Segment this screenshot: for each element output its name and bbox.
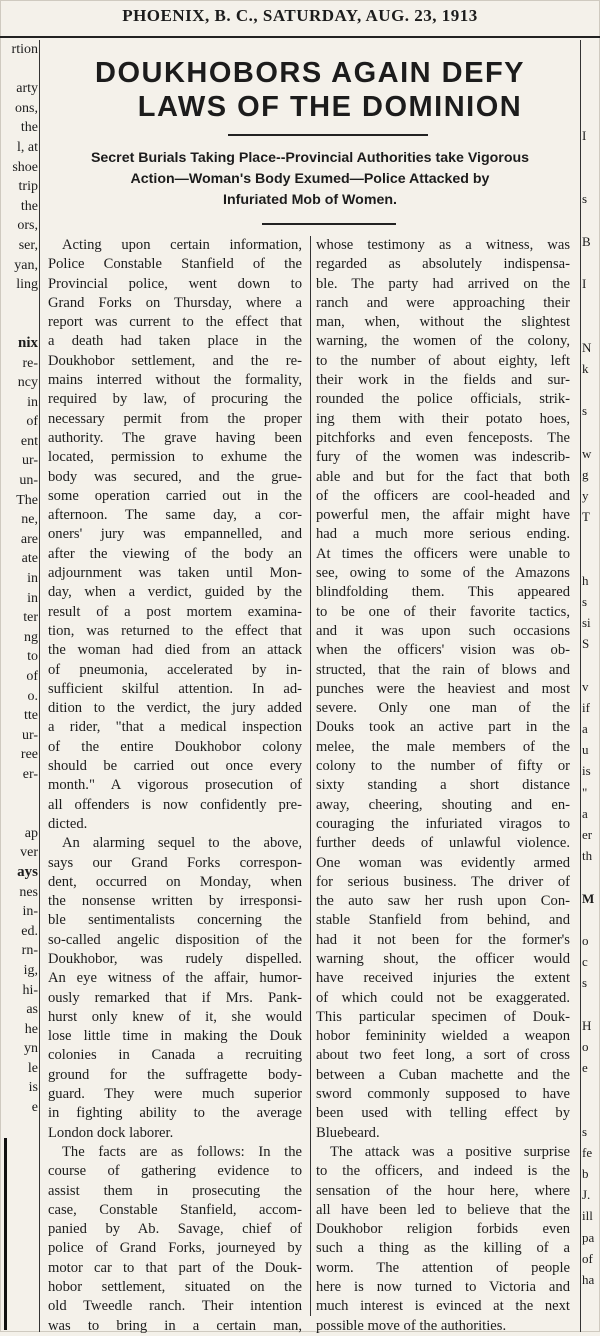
adjacent-column-fragment: e	[582, 1060, 588, 1075]
adjacent-column-fragment	[582, 210, 600, 231]
article-line: body was secured, and the grue-	[48, 468, 302, 485]
subheadline-rule	[262, 223, 396, 225]
adjacent-column-fragment: ur-	[21, 727, 38, 743]
article-line: sufficient skilful attention. In ad-	[48, 680, 302, 697]
adjacent-column-fragment: er-	[22, 766, 38, 782]
article-line: Grand Forks on Thursday, where a	[48, 294, 302, 311]
article-line: here is now turned to Victoria and	[316, 1279, 570, 1296]
article-column-rule	[310, 236, 311, 1316]
article-line: severe. Only one man of the	[316, 700, 570, 717]
subheadline-line-1: Secret Burials Taking Place--Provincial Authorities take Vigorous	[90, 150, 530, 166]
adjacent-column-fragment	[582, 379, 600, 400]
adjacent-column-fragment: M	[582, 890, 595, 906]
adjacent-column-fragment: k	[582, 360, 589, 376]
article-line: hobor femininity wielded a weapon	[316, 1028, 570, 1045]
article-line: dition to the verdict, the jury added	[48, 700, 302, 717]
adjacent-column-fragment: arty	[16, 81, 38, 97]
adjacent-column-fragment: ig,	[23, 962, 38, 978]
article-line: of the entire Doukhobor colony	[48, 738, 302, 755]
article-line: course of gathering evidence to	[48, 1163, 302, 1180]
adjacent-column-fragment: s	[582, 1123, 588, 1139]
article-line: London dock laborer.	[48, 1124, 174, 1141]
article-line: of pneumonia, accelerated by in-	[48, 661, 302, 678]
article-line: month." A vigorous prosecution of	[48, 777, 302, 794]
adjacent-column-fragment	[582, 104, 600, 125]
article-line: blindfolding them. This appeared	[316, 584, 570, 601]
adjacent-column-fragment	[582, 61, 600, 82]
adjacent-column-fragment: y	[582, 487, 589, 503]
adjacent-column-fragment: si	[582, 615, 591, 631]
article-line: report was current to the effect that	[48, 314, 302, 331]
article-line: much interest is evinced at the next	[316, 1298, 570, 1315]
adjacent-column-fragment: c	[582, 954, 588, 970]
article-line: worm. The attention of people	[316, 1259, 570, 1276]
article-line: Douks took an active part in the	[316, 719, 570, 736]
subheadline	[44, 148, 576, 211]
article-line: man, when, without the slightest	[316, 314, 570, 331]
adjacent-column-fragment: s	[582, 403, 588, 419]
adjacent-column-fragment	[582, 146, 600, 167]
article-line: a death had taken place in the	[48, 333, 302, 350]
dateline: PHOENIX, B. C., SATURDAY, AUG. 23, 1913	[122, 6, 478, 25]
article-line: Doukhobor settlement, and the re-	[48, 352, 302, 369]
adjacent-column-fragment: I	[582, 276, 587, 292]
adjacent-column-fragment: ha	[582, 1271, 595, 1287]
article-line: panied by Ab. Savage, chief of	[48, 1221, 302, 1238]
adjacent-column-fragment: ter	[23, 610, 38, 626]
adjacent-column-fragment: ate	[21, 551, 38, 567]
article-line: sword commonly supposed to have	[316, 1086, 570, 1103]
adjacent-column-fragment: yn	[24, 1041, 38, 1057]
adjacent-column-fragment: T	[582, 509, 590, 525]
article-line: colonies in Canada a recruiting	[48, 1047, 302, 1064]
adjacent-column-fragment: if	[582, 699, 590, 715]
adjacent-column-fragment: N	[582, 339, 592, 355]
adjacent-column-fragment: o.	[27, 688, 38, 704]
article-line: to the number of about eighty, left	[316, 352, 570, 369]
adjacent-column-fragment	[0, 804, 38, 824]
adjacent-column-fragment	[582, 993, 600, 1014]
adjacent-column-fragment	[0, 785, 38, 805]
article-line: This particular specimen of Douk-	[316, 1008, 570, 1025]
article-line: oners' jury was empannelled, and	[48, 526, 302, 543]
article-line: police of Grand Forks, journeyed by	[48, 1240, 302, 1257]
adjacent-column-fragment: he	[24, 1021, 38, 1037]
adjacent-column-fragment	[582, 866, 600, 887]
article-line: located, permission to exhume the	[48, 449, 302, 466]
adjacent-column-fragment: in	[27, 571, 38, 587]
adjacent-column-fragment	[0, 314, 38, 334]
adjacent-column-fragment: w	[582, 445, 592, 461]
adjacent-column-fragment: of	[582, 1250, 593, 1266]
adjacent-column-fragment: a	[582, 805, 588, 821]
article-line: see, owing to some of the Amazons	[316, 565, 570, 582]
adjacent-column-fragment: v	[582, 678, 589, 694]
adjacent-column-fragment: The	[16, 492, 38, 508]
adjacent-column-fragment: le	[27, 1060, 38, 1076]
article-line: sixty standing a short distance	[316, 777, 570, 794]
article-line: a rider, "that a medical inspection	[48, 719, 302, 736]
article-line: melee, the male members of the	[316, 738, 570, 755]
adjacent-column-fragment: ed.	[21, 923, 38, 939]
article-line: able and but for the fact that both	[316, 468, 570, 485]
adjacent-column-fragment: is	[582, 763, 591, 779]
adjacent-column-fragment: ors,	[17, 218, 38, 234]
article-line: The facts are as follows: In the	[62, 1143, 302, 1160]
article-line: further deeds of unlawful violence.	[316, 835, 570, 852]
article-line: assist them in prosecuting the	[48, 1182, 302, 1199]
adjacent-column-fragment: shoe	[12, 159, 38, 175]
article-line: day, when a verdict, guided by the	[48, 584, 302, 601]
adjacent-column-fragment	[582, 40, 600, 61]
article-line: Doukhobor, was rudely dispelled.	[48, 950, 302, 967]
adjacent-column-fragment	[582, 82, 600, 103]
adjacent-column-fragment: b	[582, 1165, 589, 1181]
article-line: such a thing as the killing of a	[316, 1240, 570, 1257]
article-line: hobor settlement, situated on the	[48, 1279, 302, 1296]
article-line: Doukhobor religion forbids even	[316, 1221, 570, 1238]
article-column-1	[48, 236, 302, 1336]
article-line: case, Constable Stanfield, accom-	[48, 1201, 302, 1218]
article-line: required by law, of procuring the	[48, 391, 302, 408]
article-line: some operation carried out in the	[48, 487, 302, 504]
adjacent-column-fragment: H	[582, 1017, 592, 1033]
article-line: At times the officers were unable to	[316, 545, 570, 562]
adjacent-column-fragment: ays	[17, 863, 38, 880]
adjacent-column-fragment: in-	[22, 904, 38, 920]
article-line: their work in the fields and sur-	[316, 372, 570, 389]
article-line: had a much more serious ending.	[316, 526, 570, 543]
article-line: after the viewing of the body an	[48, 545, 302, 562]
article-line: dent, occurred on Monday, when	[48, 873, 302, 890]
adjacent-column-fragment: re-	[22, 355, 38, 371]
adjacent-column-fragment: ser,	[18, 237, 38, 253]
article-line: lose little time in making the Douk	[48, 1028, 302, 1045]
article-line: structed, that the rain of blows and	[316, 661, 570, 678]
article-line: the auto saw her rush upon Con-	[316, 893, 570, 910]
article-line: in fighting ability to the average	[48, 1105, 302, 1122]
adjacent-column-fragment: are	[20, 531, 38, 547]
adjacent-column-fragment: nes	[19, 884, 38, 900]
adjacent-column-fragment: rn-	[21, 943, 38, 959]
article-line: about two feet long, a sort of cross	[316, 1047, 570, 1064]
article-column-2	[316, 236, 570, 1336]
adjacent-column-fragment: pa	[582, 1229, 595, 1245]
article-line: of which could not be exaggerated.	[316, 989, 570, 1006]
article-line: pitchforks and even fenceposts. The	[316, 429, 570, 446]
article-line: Bluebeard.	[316, 1124, 380, 1141]
adjacent-column-fragment	[582, 527, 600, 548]
article-line: away, cheering, shouting and en-	[316, 796, 570, 813]
article-line: to the officers, and indeed is the	[316, 1163, 570, 1180]
article-line: Acting upon certain information,	[62, 237, 302, 253]
article-line: colony to the number of fifty or	[316, 758, 570, 775]
adjacent-column-fragment: ur-	[21, 453, 38, 469]
adjacent-column-fragment: in	[27, 590, 38, 606]
adjacent-column-fragment: s	[582, 593, 588, 609]
adjacent-column-fragment: h	[582, 572, 589, 588]
adjacent-column-fragment	[582, 1099, 600, 1120]
adjacent-column-fragment: ill	[582, 1208, 593, 1224]
adjacent-column-fragment: er	[582, 826, 593, 842]
article-line: One woman was evidently armed	[316, 854, 570, 871]
article-line: guard. They were much superior	[48, 1086, 302, 1103]
article-line: An eye witness of the affair, humor-	[48, 970, 302, 987]
adjacent-column-fragment: the	[20, 198, 38, 214]
article-line: ble. The party had arrived on the	[316, 275, 570, 292]
article-line: punches were the heaviest and most	[316, 680, 570, 697]
article-line: the woman had died from an attack	[48, 642, 302, 659]
article-line: ble sentimentalists concerning the	[48, 912, 302, 929]
article-line: couraging the infuriated viragos to	[316, 815, 570, 832]
article-line: tion, was returned to the effect that	[48, 622, 302, 639]
adjacent-column-fragment: ree	[20, 747, 38, 763]
adjacent-column-fragment: J.	[582, 1187, 591, 1203]
article-line: warning shout, the officer would	[316, 950, 570, 967]
article-line: necessary permit from the proper	[48, 410, 302, 427]
article-line: dicted.	[48, 815, 88, 832]
adjacent-column-fragment: ling	[16, 277, 38, 293]
article-line: fury of the women was indescrib-	[316, 449, 570, 466]
article-line: was to bring in a certain man,	[48, 1317, 302, 1334]
article-line: says our Grand Forks correspon-	[48, 854, 302, 871]
headline	[42, 56, 578, 124]
adjacent-column-fragment: o	[582, 932, 589, 948]
article-line: all offenders is now confidently pre-	[48, 796, 302, 813]
adjacent-column-fragment: trip	[18, 179, 38, 195]
headline-line-1: DOUKHOBORS AGAIN DEFY	[95, 57, 525, 89]
adjacent-column-fragment: tte	[24, 708, 38, 724]
article-line: warning, the women of the colony,	[316, 333, 570, 350]
adjacent-column-fragment: ng	[24, 629, 38, 645]
subheadline-line-3: Infuriated Mob of Women.	[223, 192, 397, 208]
article-line: have received injuries the extent	[316, 970, 570, 987]
article-line: between a Cuban machette and the	[316, 1066, 570, 1083]
adjacent-column-fragment: o	[582, 1038, 589, 1054]
adjacent-column-fragment: in	[27, 394, 38, 410]
adjacent-column-fragment: I	[582, 127, 587, 143]
article-line: ously remarked that if Mrs. Pank-	[48, 989, 302, 1006]
adjacent-column-fragment: B	[582, 233, 591, 249]
article-line: ground for the suffragette body-	[48, 1066, 302, 1083]
adjacent-column-fragment: ons,	[15, 100, 38, 116]
adjacent-column-fragment: yan,	[14, 257, 38, 273]
adjacent-column-fragment: ap	[24, 825, 38, 841]
adjacent-column-fragment: nix	[17, 334, 38, 351]
adjacent-column-fragment: ncy	[17, 375, 38, 391]
article-line: the nonsense written by irresponsi-	[48, 893, 302, 910]
article-line: to be one of their favorite tactics,	[316, 603, 570, 620]
adjacent-column-fragment: s	[582, 191, 588, 207]
article-line: rounded the police officials, strik-	[316, 391, 570, 408]
article-line: hurst only knew of it, she would	[48, 1008, 302, 1025]
adjacent-column-fragment: as	[26, 1002, 38, 1018]
article-line: whose testimony as a witness, was	[316, 237, 570, 253]
article-line: ranch and were approaching their	[316, 294, 570, 311]
adjacent-column-fragment: s	[582, 975, 588, 991]
article-line: of the officers are cool-headed and	[316, 487, 570, 504]
adjacent-column-fragment: e	[31, 1100, 38, 1116]
article-line: The attack was a positive surprise	[330, 1143, 570, 1160]
adjacent-column-fragment: u	[582, 742, 589, 758]
headline-line-2: LAWS OF THE DOMINION	[137, 91, 523, 123]
article-line: when the officers' vision was ob-	[316, 642, 570, 659]
adjacent-column-fragment	[582, 252, 600, 273]
adjacent-column-fragment	[582, 549, 600, 570]
adjacent-column-fragment: the	[20, 120, 38, 136]
adjacent-column-fragment	[582, 909, 600, 930]
adjacent-column-fragment: th	[582, 848, 593, 864]
article-line: result of a post mortem examina-	[48, 603, 302, 620]
article-line: sensation of the hour here, where	[316, 1182, 570, 1199]
article-line: stable Stanfield from behind, and	[316, 912, 570, 929]
adjacent-column-fragment: is	[28, 1080, 38, 1096]
left-column-rule	[39, 40, 40, 1332]
adjacent-column-fragment: rtion	[11, 42, 38, 57]
article-line: old Tweedle ranch. Their intention	[48, 1298, 302, 1315]
article-line: should be carried out once every	[48, 758, 302, 775]
adjacent-column-fragment: to	[27, 649, 38, 665]
article-line: authority. The grave having been	[48, 429, 302, 446]
adjacent-column-fragment	[582, 315, 600, 336]
article-line: and it was upon such occasions	[316, 622, 570, 639]
adjacent-column-fragment: l, at	[17, 139, 38, 155]
adjacent-column-fragment	[582, 167, 600, 188]
left-bracket-mark	[4, 1138, 7, 1330]
top-rule	[0, 36, 600, 38]
article-line: possible move of the authorities.	[316, 1317, 507, 1334]
adjacent-column-fragment: un-	[19, 473, 38, 489]
adjacent-column-fragment	[582, 421, 600, 442]
adjacent-column-fragment: of	[26, 669, 38, 684]
adjacent-column-fragment	[0, 60, 38, 80]
adjacent-right-column	[582, 40, 600, 1332]
adjacent-column-fragment: of	[26, 414, 38, 430]
article-line: afternoon. The same day, a cor-	[48, 507, 302, 524]
article-line: motor car to that part of the Douk-	[48, 1259, 302, 1276]
adjacent-column-fragment	[582, 294, 600, 315]
adjacent-column-fragment: ne,	[21, 512, 38, 528]
article-line: so-called angelic disposition of the	[48, 931, 302, 948]
adjacent-column-fragment: g	[582, 466, 589, 482]
adjacent-column-fragment: fe	[582, 1144, 593, 1160]
article-line: ing them with their potato hoes,	[316, 410, 570, 427]
article-line: for serious business. The driver of	[316, 873, 570, 890]
adjacent-column-fragment: a	[582, 721, 588, 736]
article-line: had it not been for the former's	[316, 931, 570, 948]
adjacent-column-fragment: ver	[20, 845, 38, 861]
article-line: adjournment was taken until Mon-	[48, 565, 302, 582]
article-line: been used with telling effect by	[316, 1105, 570, 1122]
adjacent-column-fragment: hi-	[22, 982, 38, 998]
article-line: all have been led to believe that the	[316, 1201, 570, 1218]
adjacent-column-fragment: ent	[20, 433, 38, 449]
headline-rule	[228, 134, 428, 136]
adjacent-column-fragment	[0, 295, 38, 315]
article-line: powerful men, the affair might have	[316, 507, 570, 524]
article-line: mains interred without the formality,	[48, 372, 302, 389]
subheadline-line-2: Action—Woman's Body Exumed—Police Attacked by	[130, 171, 490, 187]
article-line: Police Constable Stanfield of the	[48, 256, 302, 273]
article-line: An alarming sequel to the above,	[62, 835, 302, 852]
adjacent-column-fragment: S	[582, 636, 590, 652]
adjacent-column-fragment: "	[582, 784, 588, 800]
right-column-rule	[580, 40, 581, 1332]
adjacent-column-fragment	[582, 1078, 600, 1099]
article-line: Provincial police, went down to	[48, 275, 302, 292]
article-line: regarded as absolutely indispensa-	[316, 256, 570, 273]
adjacent-column-fragment	[582, 654, 600, 675]
